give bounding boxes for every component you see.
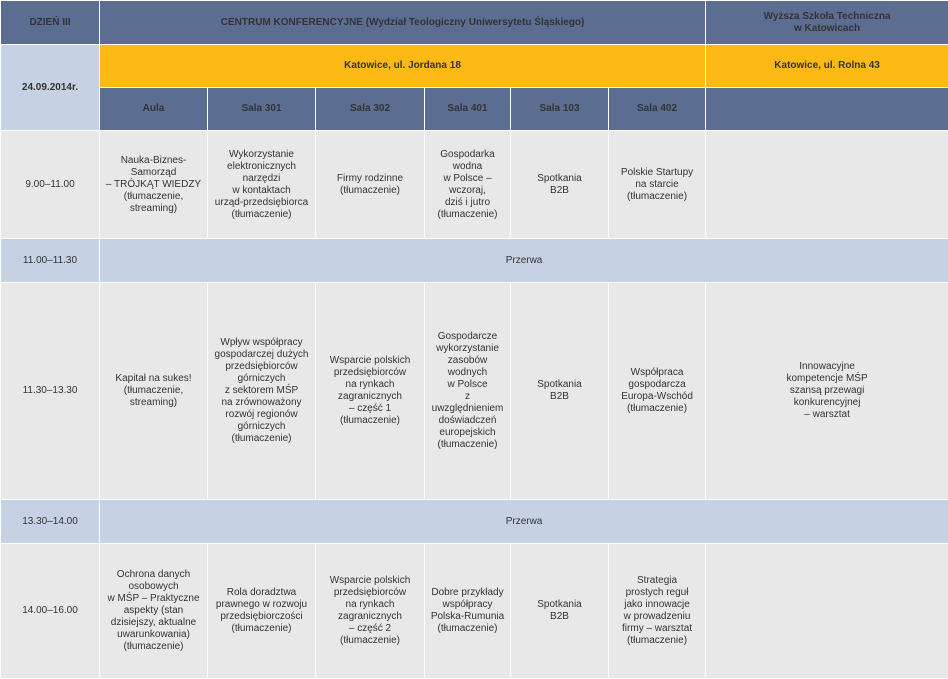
address-centrum: Katowice, ul. Jordana 18 <box>100 45 706 88</box>
session-row <box>1 131 948 239</box>
session-cell: Strategia prostych reguł jako innowacje w prowadzeniu firmy – warsztat (tłumaczenie) <box>609 544 706 679</box>
day-label: DZIEŃ III <box>1 1 100 45</box>
session-cell: Polskie Startupy na starcie (tłumaczenie) <box>609 131 706 239</box>
break-label: Przerwa <box>100 239 948 283</box>
session-cell: Spotkania B2B <box>511 283 609 500</box>
centrum-title: CENTRUM KONFERENCYJNE (Wydział Teologiczny Uniwersytetu Śląskiego) <box>100 1 706 45</box>
room-header: Aula <box>100 88 208 131</box>
session-cell: Gospodarka wodna w Polsce – wczoraj, dziś i jutro (tłumaczenie) <box>425 131 511 239</box>
session-cell: Wsparcie polskich przedsiębiorców na rynkach zagranicznych – część 1 (tłumaczenie) <box>316 283 425 500</box>
room-header: Sala 103 <box>511 88 609 131</box>
session-cell: Dobre przykłady współpracy Polska-Rumunia (tłumaczenie) <box>425 544 511 679</box>
break-row <box>1 239 948 283</box>
session-cell: Ochrona danych osobowych w MŚP – Praktyczne aspekty (stan dzisiejszy, aktualne uwarunkowania) (tłumaczenie) <box>100 544 208 679</box>
address-row <box>1 45 948 88</box>
session-cell: Nauka-Biznes- Samorząd – TRÓJKĄT WIEDZY (tłumaczenie, streaming) <box>100 131 208 239</box>
header-row <box>1 1 948 45</box>
break-row <box>1 500 948 544</box>
address-wst: Katowice, ul. Rolna 43 <box>706 45 948 88</box>
time-slot: 9.00–11.00 <box>1 131 100 239</box>
session-cell: Wykorzystanie elektronicznych narzędzi w kontaktach urząd-przedsiębiorca (tłumaczenie) <box>208 131 316 239</box>
session-cell: Wpływ współpracy gospodarczej dużych przedsiębiorców górniczych z sektorem MŚP na zrównoważony rozwój regionów górniczych (tłumaczenie) <box>208 283 316 500</box>
session-cell: Innowacyjne kompetencje MŚP szansą przewagi konkurencyjnej – warsztat <box>706 283 948 500</box>
wst-title: Wyższa Szkoła Techniczna w Katowicach <box>706 1 948 45</box>
time-slot: 14.00–16.00 <box>1 544 100 679</box>
session-cell: Gospodarcze wykorzystanie zasobów wodnych w Polsce z uwzględnieniem doświadczeń europejskich (tłumaczenie) <box>425 283 511 500</box>
session-cell <box>706 131 948 239</box>
session-row <box>1 283 948 500</box>
session-cell: Spotkania B2B <box>511 131 609 239</box>
session-cell <box>706 544 948 679</box>
room-header: Sala 302 <box>316 88 425 131</box>
break-time: 11.00–11.30 <box>1 239 100 283</box>
session-cell: Firmy rodzinne (tłumaczenie) <box>316 131 425 239</box>
break-time: 13.30–14.00 <box>1 500 100 544</box>
room-header-empty <box>706 88 948 131</box>
session-row <box>1 544 948 679</box>
session-cell: Spotkania B2B <box>511 544 609 679</box>
room-header: Sala 401 <box>425 88 511 131</box>
room-header-row <box>1 88 948 131</box>
time-slot: 11.30–13.30 <box>1 283 100 500</box>
date-label: 24.09.2014r. <box>1 45 100 131</box>
session-cell: Współpraca gospodarcza Europa-Wschód (tłumaczenie) <box>609 283 706 500</box>
session-cell: Kapitał na sukes! (tłumaczenie, streaming) <box>100 283 208 500</box>
room-header: Sala 402 <box>609 88 706 131</box>
break-label: Przerwa <box>100 500 948 544</box>
room-header: Sala 301 <box>208 88 316 131</box>
session-cell: Rola doradztwa prawnego w rozwoju przedsiębiorczości (tłumaczenie) <box>208 544 316 679</box>
session-cell: Wsparcie polskich przedsiębiorców na rynkach zagranicznych – część 2 (tłumaczenie) <box>316 544 425 679</box>
